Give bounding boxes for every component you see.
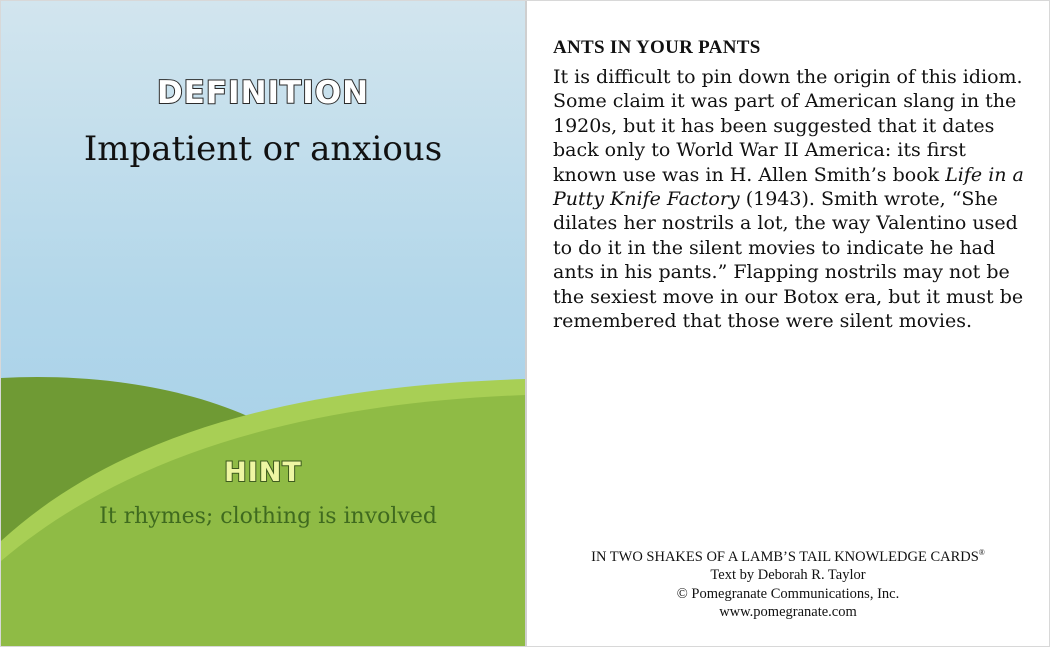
series-title-line	[527, 544, 1049, 566]
definition-label: DEFINITION	[156, 75, 370, 111]
copyright: © Pomegranate Communications, Inc.	[676, 585, 900, 602]
hint-label: HINT	[224, 457, 302, 488]
series-title: IN TWO SHAKES OF A LAMB’S TAIL KNOWLEDGE CARDS	[591, 548, 979, 565]
idiom-explanation	[553, 65, 1033, 333]
card-back	[527, 1, 1049, 646]
definition-text: Impatient or anxious	[83, 129, 443, 169]
explanation-part-1: It is difficult to pin down the origin of this idiom. Some claim it was part of American slang in the 1920s, but it has been suggested that it dates back only to World War II America: its first known use was in H. Allen Smith’s book	[553, 66, 1023, 186]
hint-text: It rhymes; clothing is involved	[99, 504, 437, 529]
book-title: Life in a Putty Knife Factory	[553, 163, 1024, 211]
card-front	[1, 1, 525, 646]
website: www.pomegranate.com	[719, 604, 857, 621]
idiom-title: ANTS IN YOUR PANTS	[553, 37, 761, 58]
author-credit: Text by Deborah R. Taylor	[710, 567, 866, 584]
explanation-part-2: (1943). Smith wrote, “She dilates her nostrils a lot, the way Valentino used to do it in the silent movies to indicate he had ants in his pants.” Flapping nostrils may not be the sexiest move in our Botox era, but it must be remembered that those were silent movies.	[553, 188, 1024, 333]
card-credits	[527, 544, 1049, 622]
registered-mark: ®	[978, 548, 985, 557]
